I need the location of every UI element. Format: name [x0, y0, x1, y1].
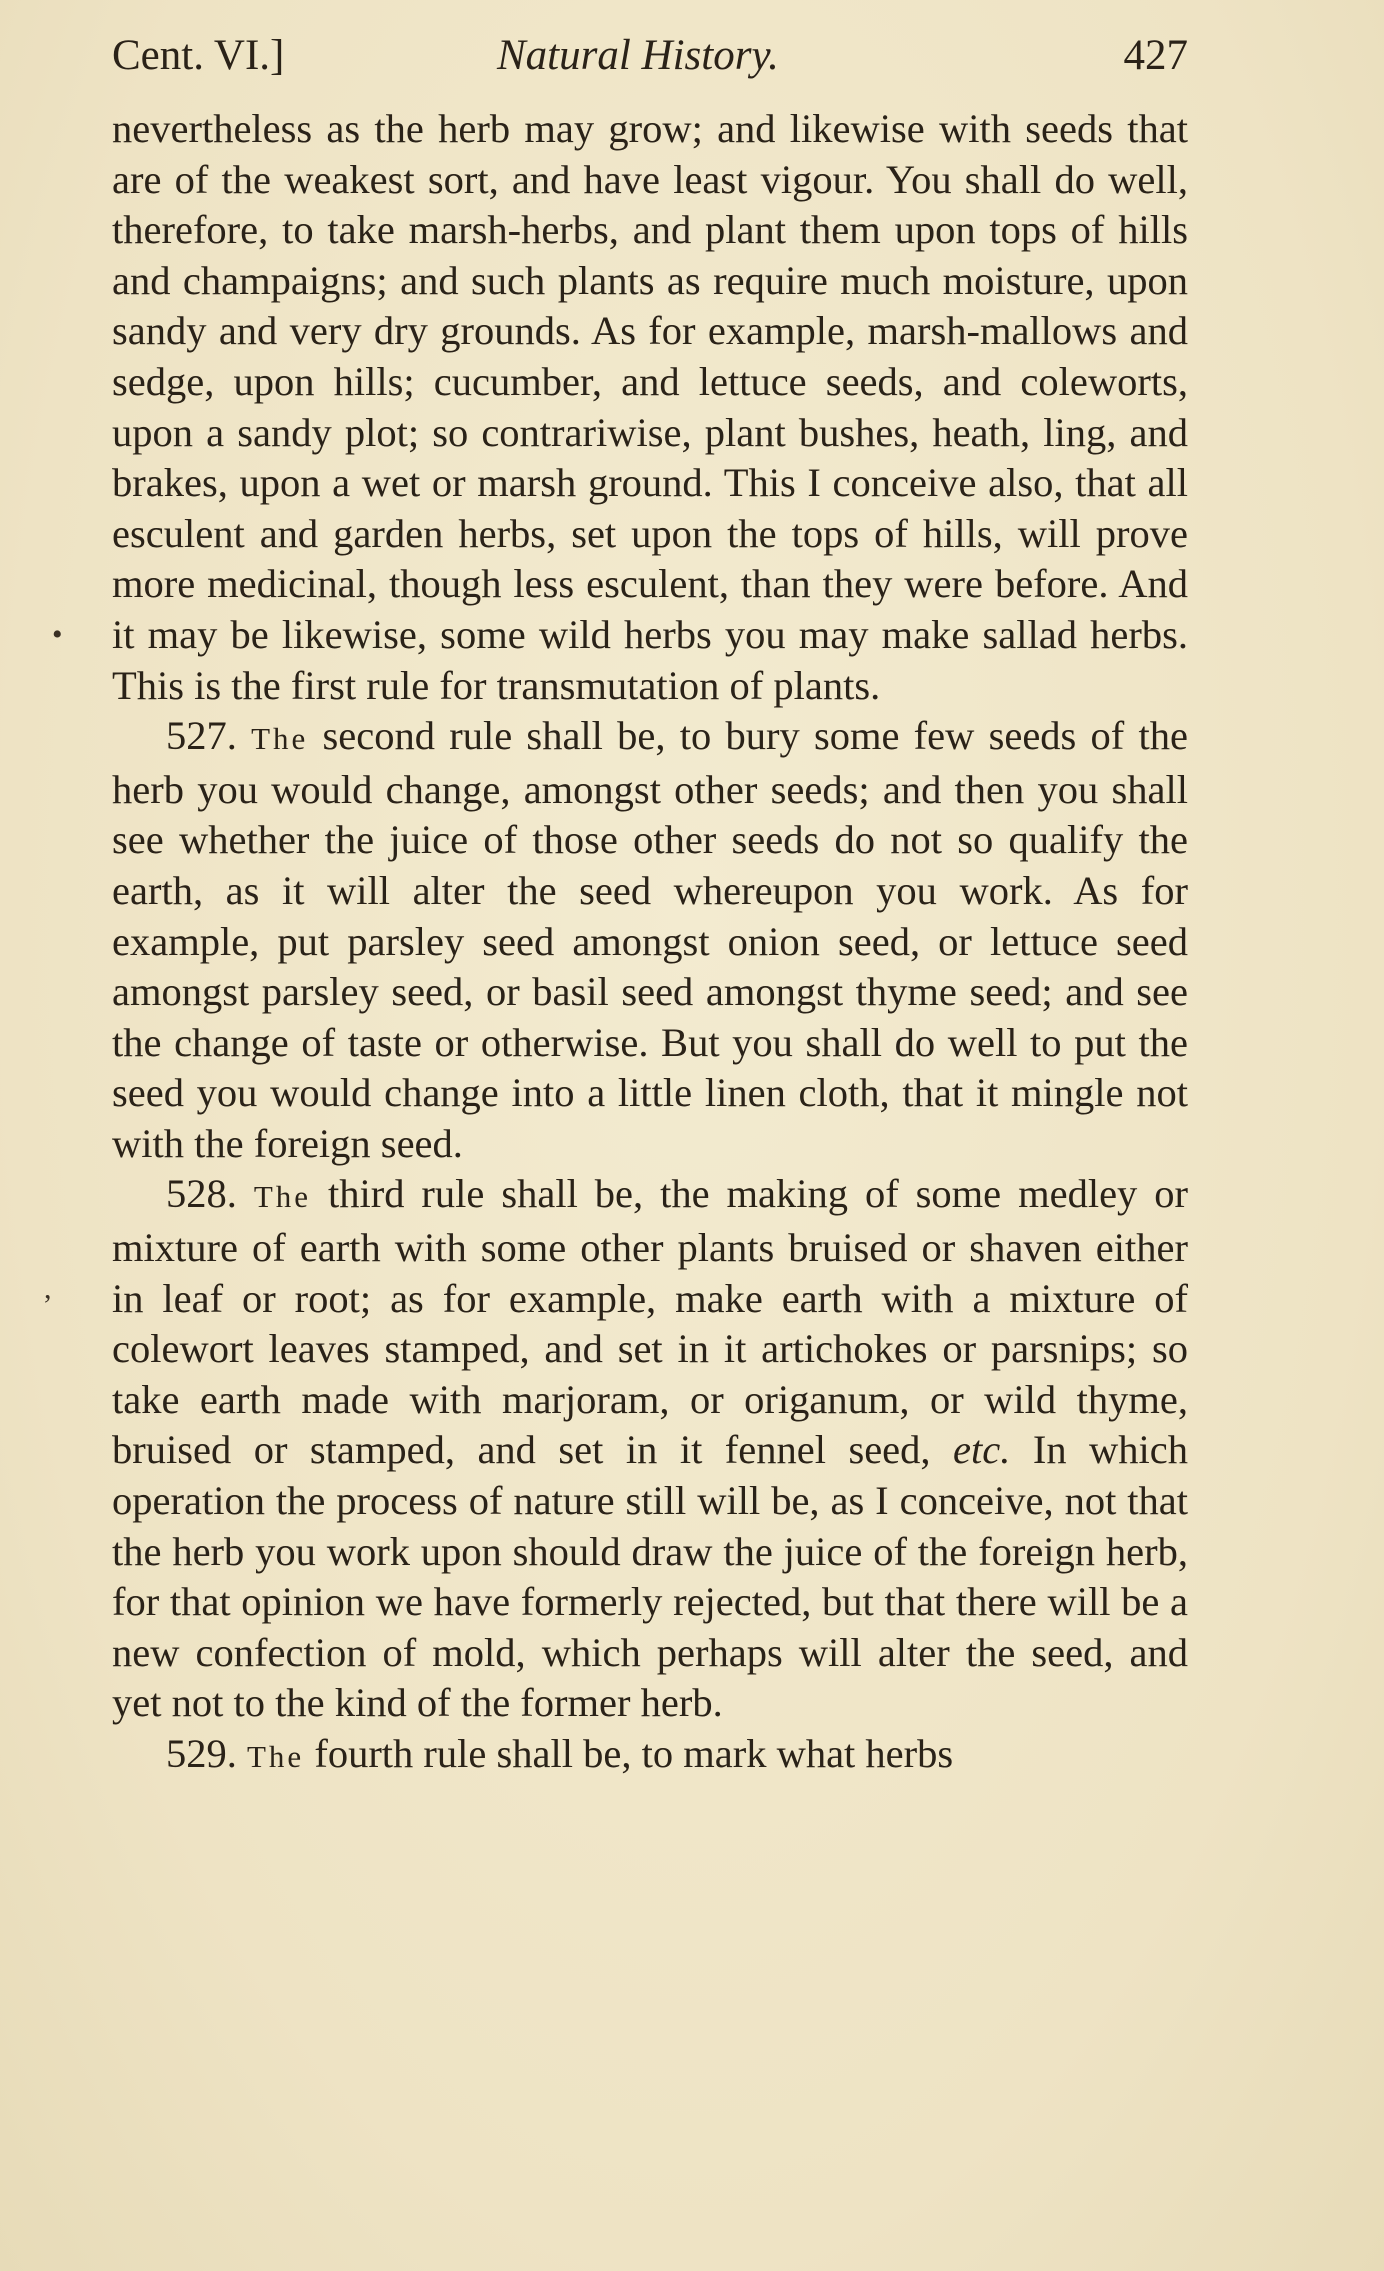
body-text: [112, 104, 1188, 1783]
paragraph-529: 529. The fourth rule shall be, to mark what herbs: [166, 1731, 954, 1776]
paragraph-528: 528. The third rule shall be, the making of some medley or mixture of earth with some other plants bruised or shaven either in leaf or root; as for example, make earth with a mixture of colewort leaves stamped, and set in it artichokes or parsnips; so take earth made with marjoram, or origanum, or wild thyme, bruised or stamped, and set in it fennel seed, etc. In which operation the process of nature still will be, as I conceive, not that the herb you work upon should draw the juice of the foreign herb, for that opinion we have formerly rejected, but that there will be a new confection of mold, which perhaps will alter the seed, and yet not to the kind of the former herb.: [112, 1171, 1189, 1726]
paragraph-lead-word: The: [251, 721, 309, 757]
paragraph-527: 527. The second rule shall be, to bury some few seeds of the herb you would change, amongst other seeds; and then you shall see whether the juice of those other seeds do not so qualify the earth, as it will alter the seed whereupon you work. As for example, put parsley seed amongst onion seed, or lettuce seed amongst parsley seed, or basil seed amongst thyme seed; and see the change of taste or otherwise. But you shall do well to put the seed you would change into a little linen cloth, that it mingle not with the foreign seed.: [112, 713, 1188, 1166]
margin-bullet-mark: •: [52, 618, 63, 651]
paragraph-lead-word: The: [247, 1739, 305, 1774]
paragraph-number: 528.: [166, 1171, 237, 1217]
paragraph-number: 527.: [166, 713, 237, 759]
paragraph-lead-word: The: [253, 1179, 312, 1215]
header-section-label: Cent. VI.]: [112, 32, 285, 79]
italic-etc: etc.: [953, 1427, 1011, 1473]
header-title: Natural History.: [497, 32, 779, 79]
margin-comma-mark: ,: [44, 1272, 52, 1305]
paragraph-526-continuation: nevertheless as the herb may grow; and likewise with seeds that are of the weakest sort, and have least vigour. You shall do well, therefore, to take marsh-herbs, and plant them upon tops of hills and champaigns; and such plants as require much moisture, upon sandy and very dry grounds. As for example, marsh-mallows and sedge, upon hills; cucumber, and lettuce seeds, and coleworts, upon a sandy plot; so contrariwise, plant bushes, heath, ling, and brakes, upon a wet or marsh ground. This I conceive also, that all esculent and garden herbs, set upon the tops of hills, will prove more medicinal, though less esculent, than they were before. And it may be likewise, some wild herbs you may make sallad herbs. This is the first rule for transmutation of plants.: [112, 106, 1188, 708]
paragraph-number: 529.: [166, 1731, 237, 1776]
running-header: [112, 26, 1188, 86]
page-number: 427: [1123, 32, 1188, 79]
